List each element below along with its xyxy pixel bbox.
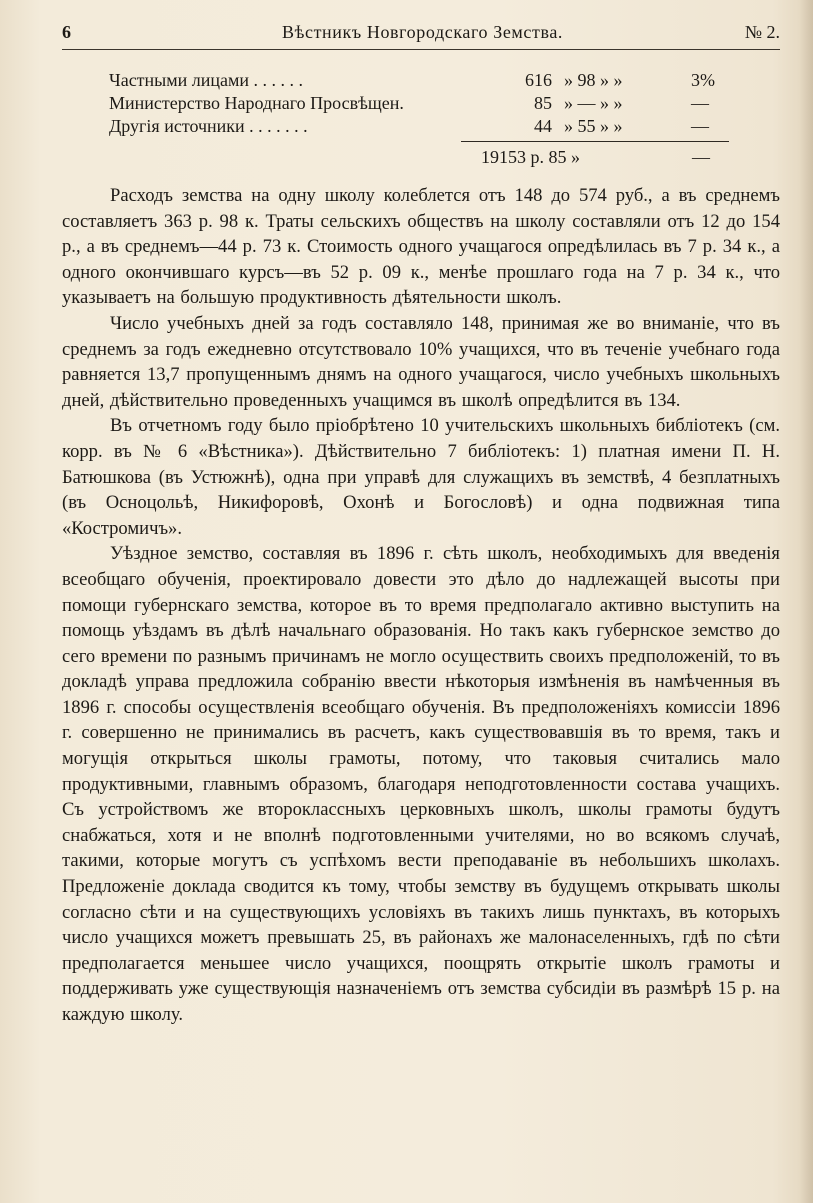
budget-total-percent: — — [692, 147, 710, 167]
budget-total-amount: 19153 р. 85 » — [481, 147, 580, 167]
page-number: 6 — [62, 22, 71, 42]
budget-row — [109, 93, 729, 116]
issue-number: № 2. — [744, 22, 780, 42]
body-text — [62, 183, 780, 1028]
budget-row-kopecks: » 98 » » — [564, 70, 623, 90]
budget-total-row — [109, 147, 729, 170]
budget-row-sum: 616 — [525, 70, 552, 90]
budget-row-sum: 44 — [534, 116, 552, 136]
paragraph-universal-education: Уѣздное земство, составляя въ 1896 г. сѣть школъ, необходимыхъ для введенія всеобщаго обученія, проектировало довести это дѣло до надлежащей высоты при помощи губернскаго земства, которое въ то время предполагало активно выступить на помощь уѣздамъ въ дѣлѣ начальнаго образованія. Но такъ какъ губернское земство до сего времени по разнымъ причинамъ не могло осуществить своихъ предположеній, то въ докладѣ управа предложила собранію ввести нѣкоторыя измѣненія въ намѣченныя въ 1896 г. способы осуществленія всеобщаго обученія. Въ предположеніяхъ комиссіи 1896 г. совершенно не принимались въ расчетъ, какъ существовавшія въ то время, такъ и могущія открыться школы грамоты, потому, что таковыя считались мало продуктивными, главнымъ образомъ, благодаря неподготовленности состава учащихъ. Съ устройствомъ же второклассныхъ церковныхъ школъ, школы грамоты будутъ снабжаться, хотя и не вполнѣ подготовленными учителями, но во всякомъ случаѣ, такими, которые могутъ съ успѣхомъ вести преподаваніе въ небольшихъ школахъ. Предложеніе доклада сводится къ тому, чтобы земству въ будущемъ открывать школы согласно сѣти и на существующихъ условіяхъ въ такихъ лишь пунктахъ, въ которыхъ число учащихся можетъ превышать 25, въ районахъ же малонаселенныхъ, гдѣ по сѣти предполагается меньшее число учащихся, поощрять открытіе школъ грамоты и поддерживать уже существующія назначеніемъ отъ земства субсидіи въ размѣрѣ 15 р. на каждую школу. — [62, 543, 780, 1025]
budget-row — [109, 116, 729, 139]
budget-row-kopecks: » — » » — [564, 93, 623, 113]
budget-row-sum: 85 — [534, 93, 552, 113]
page-edge-shadow — [799, 0, 813, 1203]
header-rule — [62, 49, 780, 50]
paragraph-libraries: Въ отчетномъ году было пріобрѣтено 10 учительскихъ школьныхъ библіотекъ (см. корр. въ № 6 «Вѣстника»). Дѣйствительно 7 библіотекъ: 1) платная имени П. Н. Батюшкова (въ Устюжнѣ), одна при управѣ для служащихъ въ земствѣ, 4 безплатныхъ (въ Осноцольѣ, Никифоровѣ, Охонѣ и Богословѣ) и одна подвижная типа «Костромичъ». — [62, 415, 780, 539]
budget-row — [109, 70, 729, 93]
budget-row-percent: — — [691, 93, 709, 113]
total-rule — [461, 141, 729, 143]
budget-row-label: Другія источники . . . . . . . — [109, 116, 308, 136]
paragraph-school-days: Число учебныхъ дней за годъ составляло 148, принимая же во вниманіе, что въ среднемъ за годъ ежедневно отсутствовало 10% учащихся, что въ теченіе учебнаго года равняется 13,7 пропущеннымъ днямъ на одного учащагося, число учебныхъ школьныхъ дней, дѣйствительно проведенныхъ учащимся въ школѣ опредѣлится въ 134. — [62, 312, 780, 411]
running-header — [62, 22, 780, 48]
budget-row-percent: — — [691, 116, 709, 136]
journal-title: Вѣстникъ Новгородскаго Земства. — [282, 22, 564, 42]
budget-table — [109, 70, 729, 170]
budget-row-percent: 3% — [691, 70, 715, 90]
budget-row-label: Министерство Народнаго Просвѣщен. — [109, 93, 404, 113]
budget-row-kopecks: » 55 » » — [564, 116, 623, 136]
budget-row-label: Частными лицами . . . . . . — [109, 70, 304, 90]
paragraph-school-costs: Расходъ земства на одну школу колеблется отъ 148 до 574 руб., а въ среднемъ составляетъ 363 р. 98 к. Траты сельскихъ обществъ на школу составляли отъ 12 до 154 р., а въ среднемъ—44 р. 73 к. Стоимость одного учащагося опредѣлилась въ 7 р. 34 к., а одного окончившаго курсъ—въ 52 р. 09 к., менѣе прошлаго года на 7 р. 34 к., что указываетъ на большую продуктивность дѣятельности школъ. — [62, 185, 780, 309]
